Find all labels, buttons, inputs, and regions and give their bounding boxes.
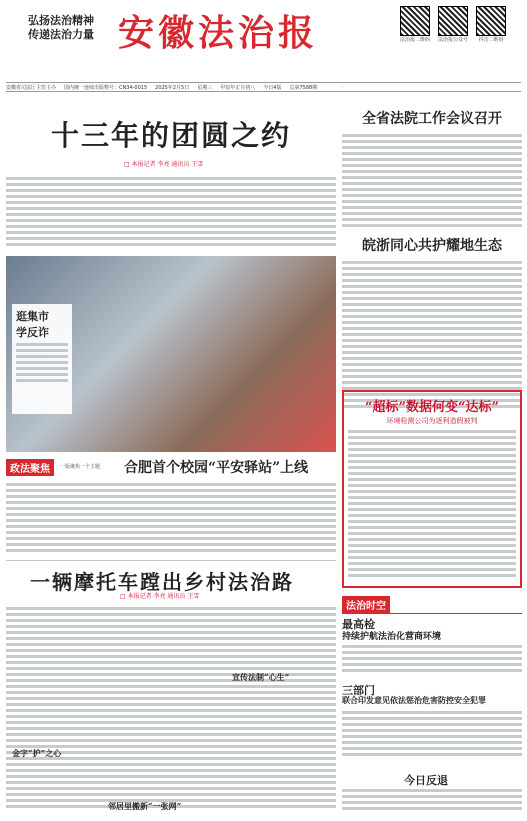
story-b-headline: 皖浙同心共护耀地生态 xyxy=(362,238,502,254)
slogan-line-1: 弘扬法治精神 xyxy=(28,14,94,27)
brief2-title: 三部门 xyxy=(342,684,375,697)
story2-body xyxy=(6,480,336,555)
brief3-title: 今日反退 xyxy=(404,774,448,787)
lead-photo xyxy=(6,256,336,452)
photo-caption-box xyxy=(12,304,72,414)
feature-subhead: 环境检测公司为逐利造假被判 xyxy=(386,417,478,425)
info-bar xyxy=(6,82,521,92)
story3-body xyxy=(6,604,336,811)
feature-box xyxy=(342,390,522,588)
section-sub: 一版聚焦一个主题 xyxy=(60,463,101,470)
qr-label-1: 法治报二维码 xyxy=(400,37,431,43)
column-header xyxy=(342,596,522,614)
lead-headline: 十三年的团圆之约 xyxy=(50,119,291,152)
column-tag: 法治时空 xyxy=(342,596,390,613)
bottom-subhead-2: 宣传法制“心生” xyxy=(232,672,290,682)
section-tag: 政法聚焦 xyxy=(6,459,54,476)
story-a-body xyxy=(342,134,522,227)
qr-codes xyxy=(400,6,506,45)
divider xyxy=(6,560,336,561)
feature-headline: “超标”数据何变“达标” xyxy=(365,400,499,415)
feature-body xyxy=(348,430,516,577)
issue-date: 2025年2月5日 xyxy=(155,85,190,91)
qr-block-3 xyxy=(476,6,506,45)
brief1-body xyxy=(342,642,522,675)
qr-label-2: 法治报公众号 xyxy=(438,37,469,43)
brief2-body xyxy=(342,708,522,759)
slogan-line-2: 传递法治力量 xyxy=(28,28,94,41)
photo-caption-body xyxy=(16,343,68,382)
qr-code-icon xyxy=(400,6,430,36)
bottom-subhead-3: 邻居里搬新“一张网” xyxy=(108,801,182,811)
masthead-slogan xyxy=(28,14,94,42)
newspaper-logo: 安徽法治报 xyxy=(118,12,319,54)
photo-caption-title-2: 学反诈 xyxy=(16,326,49,339)
story3-headline: 一辆摩托车蹚出乡村法治路 xyxy=(30,570,294,594)
brief2-subtitle: 联合印发意见依法惩治危害防控安全犯罪 xyxy=(342,695,486,705)
publisher: 安徽省司法厅主管主办 xyxy=(6,85,57,91)
bottom-subhead-1: 金字“护”之心 xyxy=(12,748,62,758)
qr-code-icon xyxy=(476,6,506,36)
issue-total: 总第7588期 xyxy=(289,85,318,91)
bottom-subhead-extra: 如 xyxy=(342,86,343,87)
qr-code-icon xyxy=(438,6,468,36)
brief3-body xyxy=(342,786,522,813)
story-b-body xyxy=(342,261,522,408)
lead-byline: □ 本报记者 李亮 通讯员 王雪 xyxy=(124,161,204,168)
qr-block-2 xyxy=(438,6,468,45)
story3-byline: □ 本报记者 李亮 通讯员 王雪 xyxy=(120,593,200,600)
brief1-subtitle: 持续护航法治化营商环境 xyxy=(342,632,442,642)
edition-number: 国内统一连续出版物号：CN34-0015 xyxy=(64,85,148,91)
lead-body-text xyxy=(6,174,336,249)
qr-label-3: 抖音二维码 xyxy=(478,37,504,43)
lunar-date: 甲辰年正月初八 xyxy=(220,85,256,91)
right-column xyxy=(342,96,522,816)
masthead xyxy=(0,0,527,58)
weekday: 星期三 xyxy=(197,85,213,91)
brief1-title: 最高检 xyxy=(342,618,375,631)
story2-headline: 合肥首个校园“平安驿站”上线 xyxy=(124,460,309,476)
page-count: 今日4版 xyxy=(263,85,282,91)
story-a-headline: 全省法院工作会议召开 xyxy=(362,111,502,127)
lead-story xyxy=(6,96,336,256)
section-header xyxy=(6,458,336,476)
qr-block-1 xyxy=(400,6,430,45)
photo-caption-title-1: 逛集市 xyxy=(16,310,49,323)
